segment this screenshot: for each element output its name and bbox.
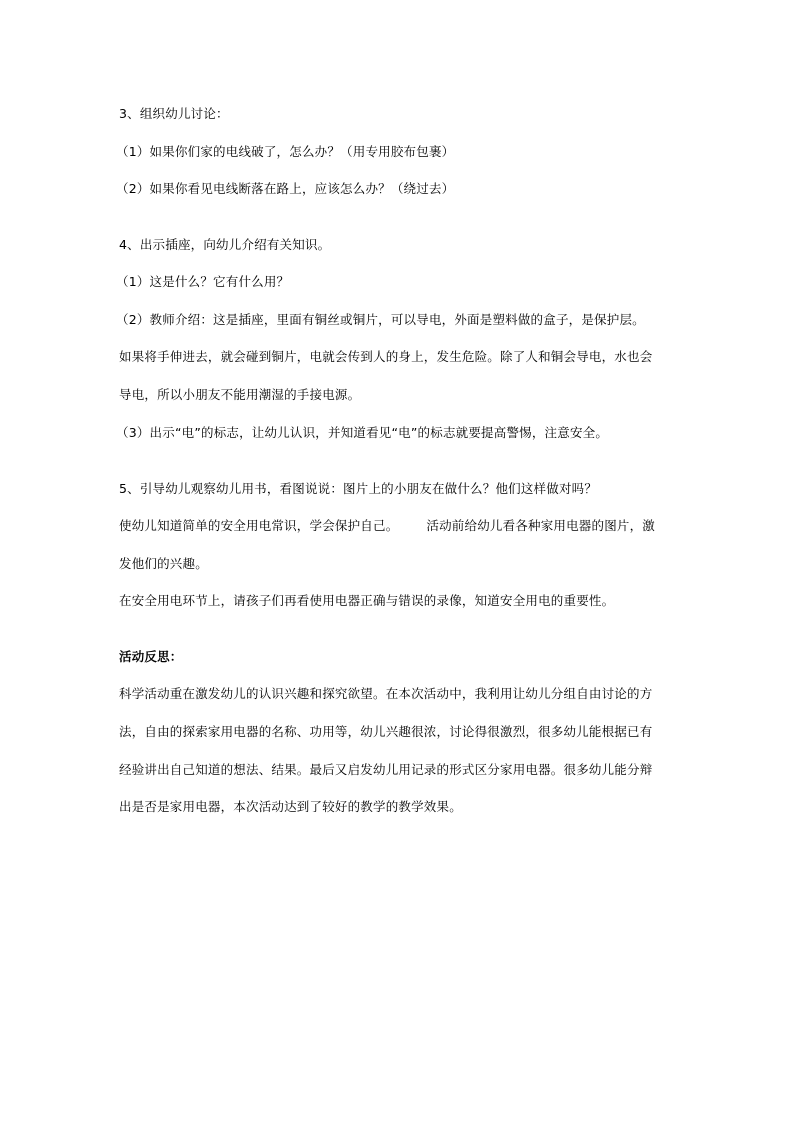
reflection-line-1: 科学活动重在激发幼儿的认识兴趣和探究欲望。在本次活动中，我利用让幼儿分组自由讨论的方 — [119, 686, 653, 701]
section-3-heading: 3、组织幼儿讨论： — [119, 106, 229, 121]
reflection-line-2: 法，自由的探索家用电器的名称、功用等，幼儿兴趣很浓，讨论得很激烈，很多幼儿能根据已有 — [119, 724, 653, 739]
section-4-paragraph-2-line-1: （2）教师介绍：这是插座，里面有铜丝或铜片，可以导电，外面是塑料做的盒子，是保护层。 — [116, 312, 645, 327]
reflection-line-4: 出是否是家用电器，本次活动达到了较好的教学的教学效果。 — [119, 799, 462, 814]
section-3-question-2: （2）如果你看见电线断落在路上，应该怎么办？（绕过去） — [116, 181, 455, 196]
section-5-line-4: 在安全用电环节上，请孩子们再看使用电器正确与错误的录像，知道安全用电的重要性。 — [119, 593, 615, 608]
section-5-line-2 — [119, 518, 655, 534]
reflection-title: 活动反思： — [119, 649, 183, 664]
section-5-line-2-part-2: 活动前给幼儿看各种家用电器的图片，激 — [426, 518, 656, 533]
section-4-paragraph-3: （3）出示“电”的标志，让幼儿认识，并知道看见“电”的标志就要提高警惕，注意安全。 — [116, 425, 609, 440]
section-4-question-1: （1）这是什么？它有什么用？ — [116, 274, 290, 289]
section-3-question-1: （1）如果你们家的电线破了，怎么办？（用专用胶布包裹） — [116, 144, 455, 159]
section-4-paragraph-2-line-3: 导电，所以小朋友不能用潮湿的手接电源。 — [119, 387, 361, 402]
section-5-heading: 5、引导幼儿观察幼儿用书，看图说说：图片上的小朋友在做什么？他们这样做对吗？ — [119, 481, 598, 496]
section-4-paragraph-2-line-2: 如果将手伸进去，就会碰到铜片，电就会传到人的身上，发生危险。除了人和铜会导电，水也会 — [119, 349, 653, 364]
section-5-line-2-part-1: 使幼儿知道简单的安全用电常识，学会保护自己。 — [119, 518, 399, 533]
section-5-line-3: 发他们的兴趣。 — [119, 556, 208, 571]
reflection-line-3: 经验讲出自己知道的想法、结果。最后又启发幼儿用记录的形式区分家用电器。很多幼儿能分辩 — [119, 762, 653, 777]
section-4-heading: 4、出示插座，向幼儿介绍有关知识。 — [119, 237, 331, 252]
